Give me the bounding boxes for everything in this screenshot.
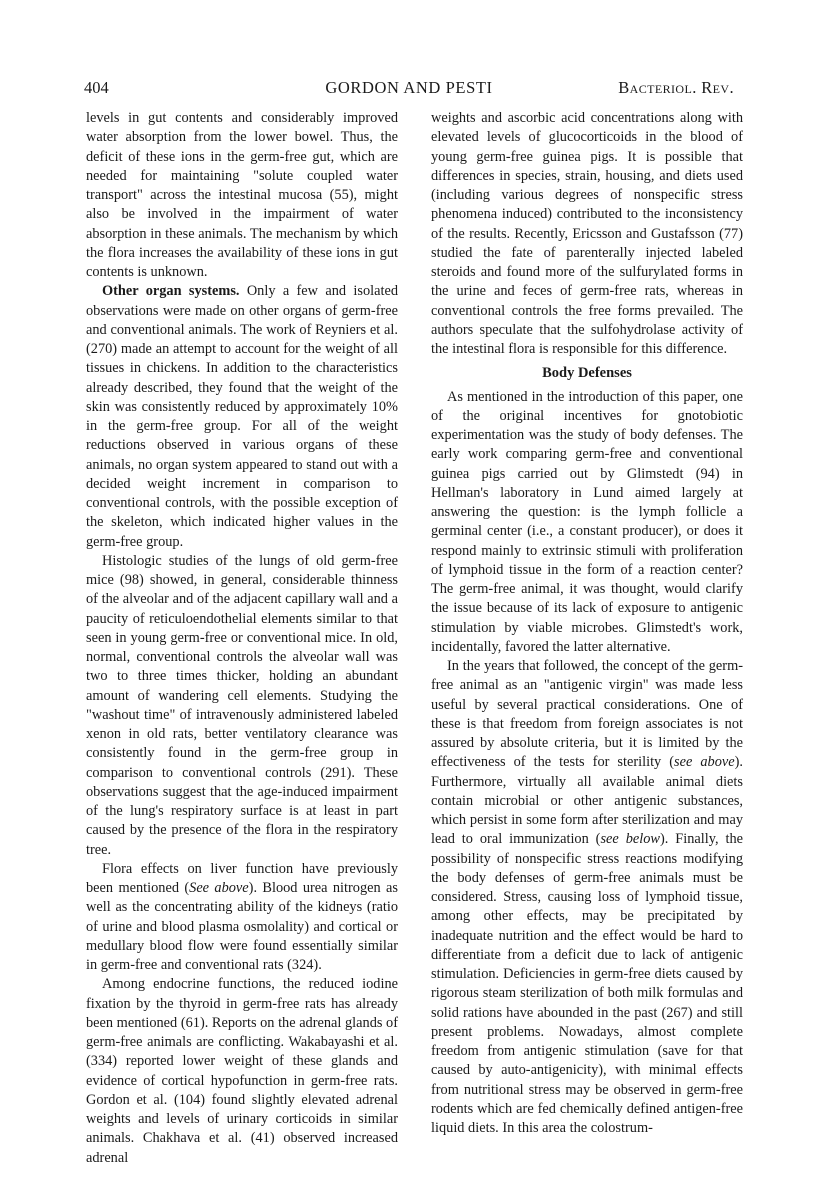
paragraph: Among endocrine functions, the reduced iodine fixation by the thyroid in germ-free rats has already been mentioned (61). Reports on the adrenal glands of germ-free animals are conflicting. Wakabayashi et al. (334) reported lower weight of these glands and evidence of cortical hypofunction in germ-free rats. Gordon et al. (104) found slightly elevated adrenal weights and levels of urinary corticoids in similar animals. Chakhava et al. (41) observed increased adrenal bbox=[86, 976, 398, 1166]
run-in-heading: Other organ systems. bbox=[102, 283, 240, 300]
paragraph-text: ). Furthermore, virtually all available animal diets contain microbial or other antigenic substances, which persist in some form after sterilization and may lead to oral immunization ( bbox=[431, 754, 743, 848]
right-column bbox=[431, 109, 743, 1138]
paragraph-text: In the years that followed, the concept of the germ-free animal as an "antigenic virgin" was made less useful by several practical considerations. One of these is that freedom from foreign associates is not assured by absolute criteria, but it is limited by the effectiveness of the tests for sterility ( bbox=[431, 658, 743, 771]
section-heading: Body Defenses bbox=[542, 365, 632, 382]
paragraph bbox=[86, 860, 398, 976]
paragraph-text: ). Finally, the possibility of nonspecific stress reactions modifying the body defenses of germ-free animals must be considered. Stress, causing loss of lymphoid tissue, among other effects, may be precipitated by inadequate nutrition and the effect would be hard to differentiate from a deficit due to lack of antigenic stimulation. Deficiencies in germ-free diets caused by rigorous steam sterilization of both milk formulas and solid rations have abounded in the past (267) and still present problems. Nowadays, almost complete freedom from antigenic stimulation (save for that caused by auto-antigenicity), with minimal effects from nutritional stress may be observed in germ-free rodents which are fed chemically defined antigen-free liquid diets. In this area the colostrum- bbox=[431, 831, 743, 1136]
paragraph bbox=[86, 282, 398, 552]
paragraph: weights and ascorbic acid concentrations along with elevated levels of glucocorticoids in the blood of young germ-free guinea pigs. It is possible that differences in species, strain, housing, and diets used (including various degrees of nonspecific stress phenomena induced) contributed to the inconsistency of the results. Recently, Ericsson and Gustafsson (77) studied the fate of parenterally injected labeled steroids and found more of the sulfurylated forms in the urine and feces of germ-free rats, whereas in conventional controls the free forms prevailed. The authors speculate that the sulfohydrolase activity of the intestinal flora is responsible for this difference. bbox=[431, 110, 743, 357]
paragraph-text: Flora effects on liver function have previously been mentioned ( bbox=[86, 860, 398, 896]
italic-reference: see above bbox=[674, 754, 735, 771]
paragraph-text: ). Blood urea nitrogen as well as the concentrating ability of the kidneys (ratio of urine and blood plasma osmolality) and cortical or medullary blood flow were found essentially similar in germ-free and conventional rats (324). bbox=[86, 880, 398, 973]
paragraph: Histologic studies of the lungs of old germ-free mice (98) showed, in general, considerable thinness of the alveolar and of the adjacent capillary wall and a paucity of reticuloendothelial elements similar to that seen in young germ-free or conventional mice. In old, normal, conventional controls the alveolar wall was two to three times thicker, holding an abundant amount of wandering cell elements. Studying the "washout time" of intravenously administered labeled xenon in old rats, better ventilatory clearance was consistently found in the germ-free group in comparison to conventional controls (291). These observations suggest that the age-induced impairment of the lung's respiratory surface is at least in part caused by the presence of the flora in the respiratory tree. bbox=[86, 552, 398, 858]
left-column bbox=[86, 109, 398, 1168]
paragraph: As mentioned in the introduction of this paper, one of the original incentives for gnotobiotic experimentation was the study of body defenses. The early work comparing germ-free and conventional guinea pigs carried out by Glimstedt (94) in Hellman's laboratory in Lund aimed largely at answering the question: is the lymph follicle a germinal center (i.e., a constant producer), or does it respond mainly to extrinsic stimuli with proliferation of lymphoid tissue in the form of a reaction center? The germ-free animal, it was thought, would clarify the issue because of its lack of exposure to antigenic stimulation by viable microbes. Glimstedt's work, incidentally, favored the latter alternative. bbox=[431, 388, 743, 655]
page-number: 404 bbox=[84, 78, 109, 97]
paragraph-text: Only a few and isolated observations were made on other organs of germ-free and conventional animals. The work of Reyniers et al. (270) made an attempt to account for the weight of all tissues in chickens. In addition to the characteristics already described, they found that the weight of the skin was consistently reduced by approximately 10% in the germ-free group. For all of the weight reductions observed in various organs of these animals, no organ system appeared to stand out with a decided weight increment in comparison to conventional controls, with the possible exception of the skeleton, which indicated higher values in the germ-free group. bbox=[86, 283, 399, 550]
italic-reference: See above bbox=[189, 880, 249, 896]
paragraph bbox=[431, 657, 743, 1138]
journal-name: Bacteriol. Rev. bbox=[618, 78, 734, 97]
running-header bbox=[84, 78, 734, 100]
paragraph: levels in gut contents and considerably improved water absorption from the lower bowel. Thus, the deficit of these ions in the germ-free gut, which are needed for maintaining "solute coupled water transport" across the intestinal mucosa (55), might also be involved in the impairment of water absorption in these animals. The mechanism by which the flora increases the availability of these ions in gut contents is unknown. bbox=[86, 110, 398, 280]
running-authors: GORDON AND PESTI bbox=[325, 78, 493, 97]
italic-reference: see below bbox=[600, 831, 660, 848]
